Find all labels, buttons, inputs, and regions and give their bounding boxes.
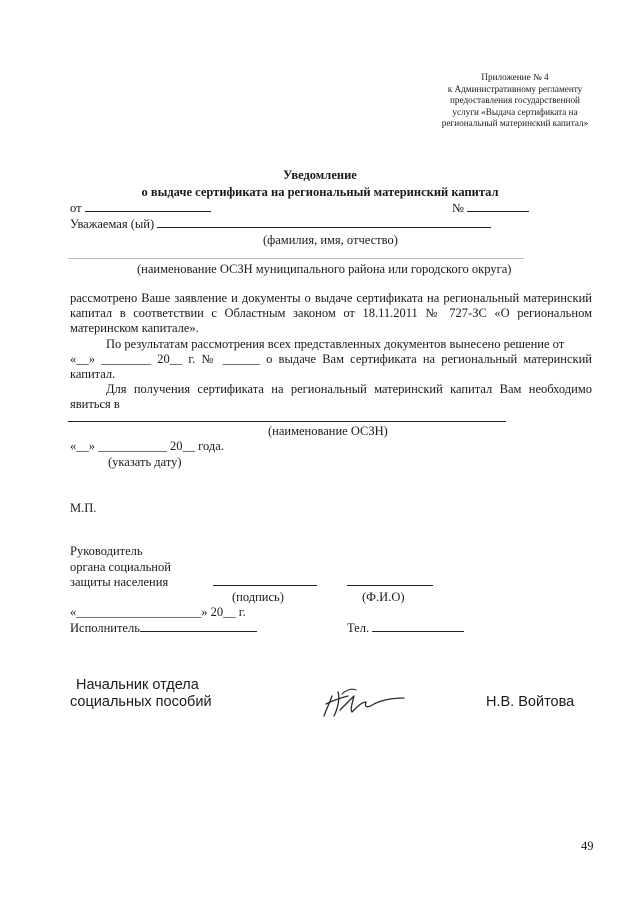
head-line-3: защиты населения (70, 575, 169, 589)
page-number: 49 (581, 839, 594, 853)
document-subtitle: о выдаче сертификата на региональный материнский капитал (141, 185, 499, 199)
signature-caption: (подпись) (232, 590, 284, 604)
phone-field (347, 621, 464, 636)
dear-label: Уважаемая (ый) (70, 217, 155, 231)
paragraph-1: рассмотрено Ваше заявление и документы о выдаче сертификата на региональный материнский капитал в соответствии с Областным законом от 18.11.2011 № 727-ЗС «О региональном материнском капитале». (70, 291, 592, 335)
oszn-short-line (68, 421, 506, 422)
executor-field (70, 621, 257, 636)
handwritten-signature (322, 686, 406, 720)
appendix-line-4: услуги «Выдача сертификата на (452, 106, 578, 117)
executor-label: Исполнитель (70, 621, 140, 635)
fio-caption: (фамилия, имя, отчество) (263, 233, 398, 247)
paragraph-2a: По результатам рассмотрения всех представленных документов вынесено решение от (106, 337, 565, 351)
appointment-date: «__» ___________ 20__ года. (70, 439, 224, 453)
number-label: № (452, 201, 464, 215)
appendix-line-1: Приложение № 4 (481, 72, 549, 82)
paragraph-2b: «__» ________ 20__ г. № ______ о выдаче Вам сертификата на региональный материнский капитал. (70, 352, 592, 381)
from-field (70, 201, 211, 216)
date-caption: (указать дату) (108, 455, 182, 469)
oszn-short-caption: (наименование ОСЗН) (268, 424, 388, 438)
head-line-1: Руководитель (70, 544, 143, 558)
sign-date-line: «____________________» 20__ г. (70, 605, 246, 619)
signature-line (213, 585, 317, 586)
phone-label: Тел. (347, 621, 370, 635)
oszn-caption: (наименование ОСЗН муниципального района или городского округа) (137, 262, 512, 276)
appendix-line-3: предоставления государственной (450, 95, 580, 106)
appendix-block (425, 72, 605, 130)
fio-line (347, 585, 433, 586)
from-label: от (70, 201, 82, 215)
document-title: Уведомление (283, 168, 357, 182)
paragraph-3: Для получения сертификата на региональный материнский капитал Вам необходимо явиться в (70, 382, 592, 411)
dear-field (70, 217, 491, 232)
head-line-2: органа социальной (70, 560, 171, 574)
oszn-line (68, 258, 524, 259)
position-line-1: Начальник отдела (76, 677, 199, 693)
signer-name: Н.В. Войтова (486, 694, 575, 710)
stamp-place: М.П. (70, 501, 97, 515)
appendix-line-2: к Административному регламенту (447, 83, 583, 94)
number-field (452, 201, 529, 216)
appendix-line-5: региональный материнский капитал» (441, 118, 589, 129)
position-line-2: социальных пособий (70, 694, 212, 710)
fio-sign-caption: (Ф.И.О) (362, 590, 405, 604)
